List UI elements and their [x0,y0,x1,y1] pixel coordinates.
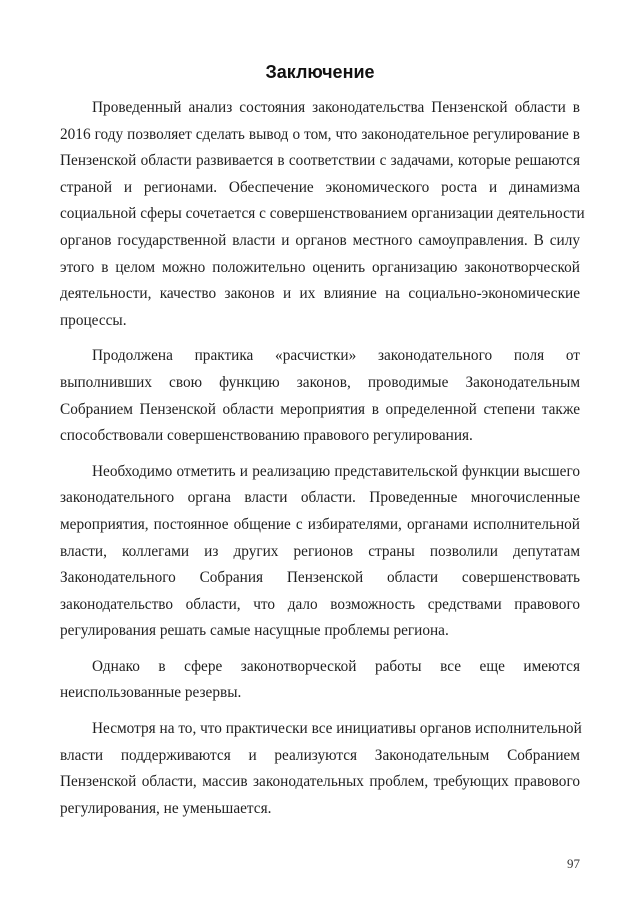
paragraph-1 [60,95,585,334]
body-text [60,95,585,831]
page-title: Заключение [265,62,375,82]
paragraph-line: этого в целом можно положительно оценить организацию законотворческой [60,258,580,276]
paragraph-line: Необходимо отметить и реализацию представительской функции высшего [92,462,580,480]
paragraph-3 [60,459,580,645]
paragraph-line: органов государственной власти и органов местного самоуправления. В силу [60,231,580,249]
paragraph-2 [60,343,580,449]
paragraph-line: социальной сферы сочетается с совершенствованием организации деятельности [60,205,585,223]
paragraph-line: регулирования решать самые насущные проблемы региона. [60,622,449,640]
paragraph-line: выполнивших свою функцию законов, проводимые Законодательным [60,373,580,391]
page-number: 97 [567,856,580,871]
paragraph-line: законодательного органа власти области. Проведенные многочисленные [60,489,580,507]
paragraph-line: власти поддерживаются и реализуются Законодательным Собранием [60,746,580,764]
paragraph-line: Пензенской области развивается в соответствии с задачами, которые решаются [60,152,580,170]
paragraph-line: законодательство области, что дало возможность средствами правового [60,595,580,613]
paragraph-line: страной и регионами. Обеспечение экономического роста и динамизма [60,178,580,196]
paragraph-line: Несмотря на то, что практически все инициативы органов исполнительной [92,720,582,738]
paragraph-line: неиспользованные резервы. [60,684,242,702]
paragraph-5 [60,716,580,822]
paragraph-line: Законодательного Собрания Пензенской области совершенствовать [60,569,580,587]
paragraph-line: 2016 году позволяет сделать вывод о том, что законодательное регулирование в [60,125,580,143]
paragraph-line: Однако в сфере законотворческой работы все еще имеются [92,657,580,675]
paragraph-line: процессы. [60,311,127,329]
paragraph-line: деятельности, качество законов и их влияние на социально-экономические [60,285,580,303]
paragraph-line: мероприятия, постоянное общение с избирателями, органами исполнительной [60,515,580,533]
paragraph-line: Продолжена практика «расчистки» законодательного поля от [92,347,580,365]
paragraph-line: Пензенской области, массив законодательных проблем, требующих правового [60,773,580,791]
paragraph-line: способствовали совершенствованию правового регулирования. [60,427,473,445]
paragraph-4 [60,654,580,707]
paragraph-line: Собранием Пензенской области мероприятия в определенной степени также [60,400,580,418]
paragraph-line: власти, коллегами из других регионов страны позволили депутатам [60,542,580,560]
paragraph-line: регулирования, не уменьшается. [60,799,272,817]
paragraph-line: Проведенный анализ состояния законодательства Пензенской области в [92,99,580,116]
